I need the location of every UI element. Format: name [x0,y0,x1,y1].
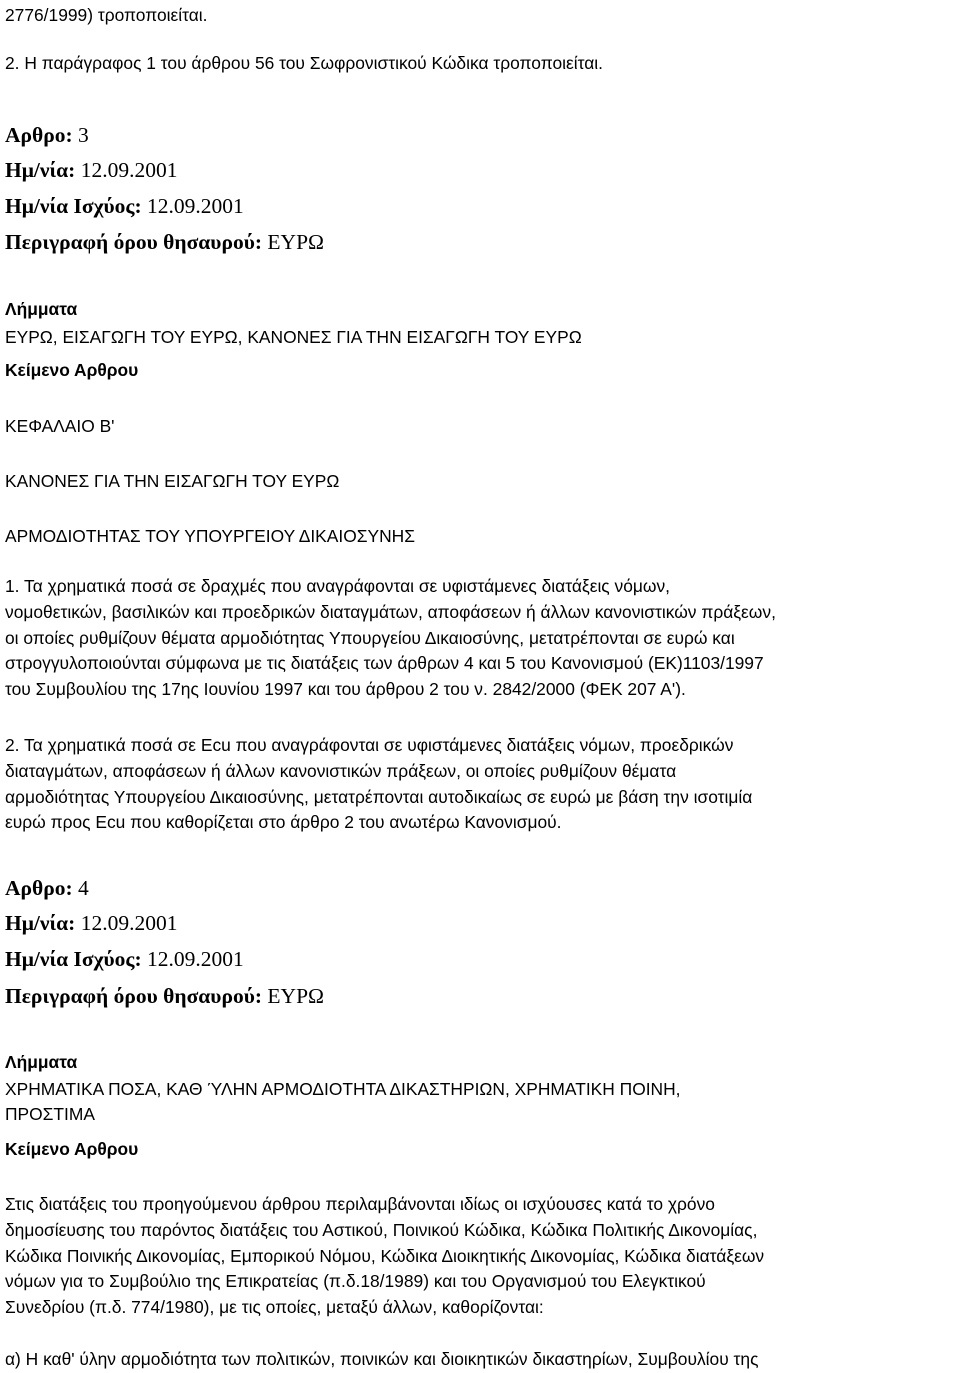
article-effective-date [5,193,244,219]
article-text-heading: Κείμενο Αρθρου [5,1139,139,1159]
text-line: 2. Η παράγραφος 1 του άρθρου 56 του Σωφρονιστικού Κώδικα τροποποιείται. [5,53,603,73]
lemmata-heading: Λήμματα [5,1052,78,1072]
paragraph-line: ευρώ προς Ecu που καθορίζεται στο άρθρο 2 του ανωτέρω Κανονισμού. [5,812,562,833]
paragraph-line: Κώδικα Ποινικής Δικονομίας, Εμπορικού Νόμου, Κώδικα Διοικητικής Δικονομίας, Κώδικα διατάξεων [5,1245,765,1266]
paragraph-line: διαταγμάτων, αποφάσεων ή άλλων κανονιστικών πράξεων, οι οποίες ρυθμίζουν θέματα [5,760,677,781]
article-effective-date [5,946,244,972]
thesaurus-label: Περιγραφή όρου θησαυρού: [5,984,263,1008]
thesaurus-value: ΕΥΡΩ [267,230,325,254]
paragraph-line: α) Η καθ' ύλην αρμοδιότητα των πολιτικών, ποινικών και διοικητικών δικαστηρίων, Συμβουλίου της [5,1349,759,1369]
effective-value: 12.09.2001 [147,194,244,218]
paragraph-line: 1. Τα χρηματικά ποσά σε δραχμές που αναγράφονται σε υφιστάμενες διατάξεις νόμων, [5,576,671,596]
date-label: Ημ/νία: [5,911,76,935]
paragraph-line: οι οποίες ρυθμίζουν θέματα αρμοδιότητας Υπουργείου Δικαιοσύνης, μετατρέπονται σε ευρώ και [5,627,735,648]
paragraph [5,733,955,836]
paragraph-line: νόμων για το Συμβούλιο της Επικρατείας (π.δ.18/1989) και του Οργανισμού του Ελεγκτικού [5,1271,706,1292]
effective-label: Ημ/νία Ισχύος: [5,194,142,218]
lemmata-heading: Λήμματα [5,299,78,319]
effective-value: 12.09.2001 [147,947,244,971]
paragraph-line: Στις διατάξεις του προηγούμενου άρθρου περιλαμβάνονται ιδίως οι ισχύουσες κατά το χρόνο [5,1194,715,1214]
paragraph-line: στρογγυλοποιούνται σύμφωνα με τις διατάξεις των άρθρων 4 και 5 του Κανονισμού (ΕΚ)1103/1997 [5,653,764,674]
competence-heading: ΑΡΜΟΔΙΟΤΗΤΑΣ ΤΟΥ ΥΠΟΥΡΓΕΙΟΥ ΔΙΚΑΙΟΣΥΝΗΣ [5,526,415,546]
paragraph-line: 2. Τα χρηματικά ποσά σε Ecu που αναγράφονται σε υφιστάμενες διατάξεις νόμων, προεδρικών [5,735,734,755]
date-value: 12.09.2001 [80,911,178,935]
paragraph-line: νομοθετικών, βασιλικών και προεδρικών διαταγμάτων, αποφάσεων ή άλλων κανονιστικών πράξεων, [5,601,776,622]
article-value: 4 [78,876,89,900]
lemmata-value: ΠΡΟΣΤΙΜΑ [5,1104,95,1124]
paragraph [5,1192,955,1321]
paragraph-line: Συνεδρίου (π.δ. 774/1980), με τις οποίες, μεταξύ άλλων, καθορίζονται: [5,1297,544,1318]
date-value: 12.09.2001 [80,158,178,182]
article-date [5,157,177,183]
lemmata-value: ΕΥΡΩ, ΕΙΣΑΓΩΓΗ ΤΟΥ ΕΥΡΩ, ΚΑΝΟΝΕΣ ΓΙΑ ΤΗΝ ΕΙΣΑΓΩΓΗ ΤΟΥ ΕΥΡΩ [5,327,582,347]
article-value: 3 [78,123,89,147]
chapter-heading: ΚΕΦΑΛΑΙΟ Β' [5,416,115,436]
article-text-heading: Κείμενο Αρθρου [5,360,139,380]
article-label: Αρθρο: [5,123,73,147]
effective-label: Ημ/νία Ισχύος: [5,947,142,971]
article-number [5,875,89,901]
chapter-title: ΚΑΝΟΝΕΣ ΓΙΑ ΤΗΝ ΕΙΣΑΓΩΓΗ ΤΟΥ ΕΥΡΩ [5,471,340,491]
thesaurus-term [5,983,324,1009]
paragraph-line: δημοσίευσης του παρόντος διατάξεις του Αστικού, Ποινικού Κώδικα, Κώδικα Πολιτικής Δικονομίας, [5,1219,758,1240]
paragraph [5,574,955,703]
thesaurus-label: Περιγραφή όρου θησαυρού: [5,230,263,254]
lemmata-value: ΧΡΗΜΑΤΙΚΑ ΠΟΣΑ, ΚΑΘ ΎΛΗΝ ΑΡΜΟΔΙΟΤΗΤΑ ΔΙΚΑΣΤΗΡΙΩΝ, ΧΡΗΜΑΤΙΚΗ ΠΟΙΝΗ, [5,1079,681,1099]
date-label: Ημ/νία: [5,158,76,182]
article-label: Αρθρο: [5,876,73,900]
paragraph [5,1347,955,1373]
paragraph-line: αρμοδιότητας Υπουργείου Δικαιοσύνης, μετατρέπονται αυτοδικαίως σε ευρώ με βάση την ισοτιμία [5,786,753,807]
thesaurus-value: ΕΥΡΩ [267,984,325,1008]
text-line: 2776/1999) τροποποιείται. [5,5,208,25]
thesaurus-term [5,229,324,255]
article-date [5,910,177,936]
article-number [5,122,89,148]
paragraph-line: του Συμβουλίου της 17ης Ιουνίου 1997 και του άρθρου 2 του ν. 2842/2000 (ΦΕΚ 207 Α'). [5,679,686,700]
